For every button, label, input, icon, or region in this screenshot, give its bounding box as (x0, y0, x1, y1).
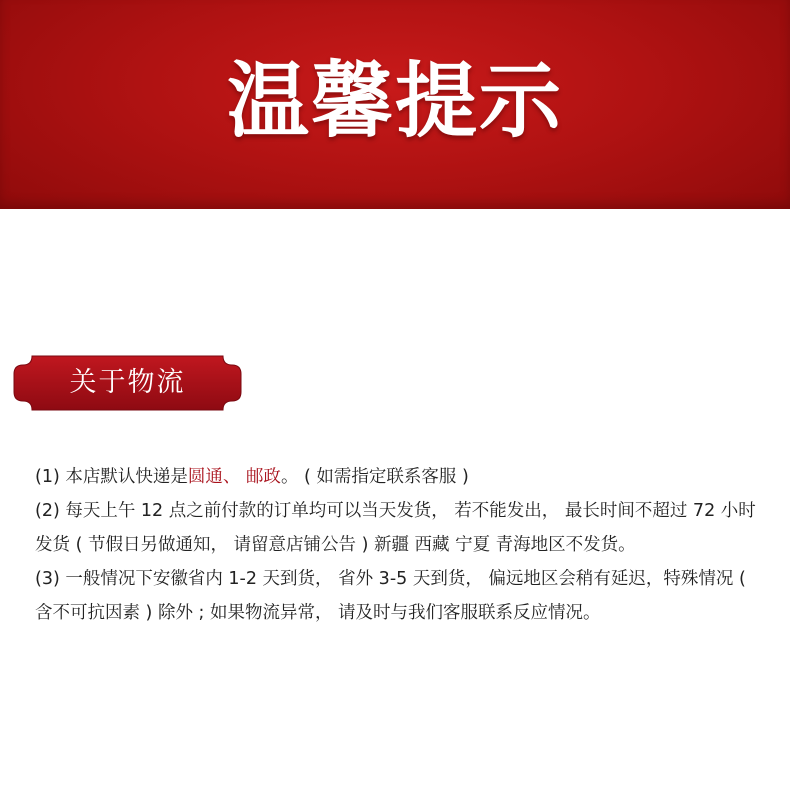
courier-yuantong: 圆通、 (187, 467, 241, 487)
notice-item-1-suffix: 。 ( 如需指定联系客服 ) (280, 467, 469, 487)
notice-item-3: (3) 一般情况下安徽省内 1-2 天到货， 省外 3-5 天到货， 偏远地区会稍有延迟，特殊情况 ( 含不可抗因素 ) 除外 ; 如果物流异常， 请及时与我们客服联系反应情况。 (35, 569, 746, 623)
notice-item-1 (35, 460, 760, 494)
banner-title: 温馨提示 (226, 54, 563, 149)
header-banner (0, 0, 790, 209)
section-title: 关于物流 (69, 367, 186, 398)
logistics-notice (35, 460, 760, 630)
section-tag-logistics (10, 352, 245, 414)
notice-item-2: (2) 每天上午 12 点之前付款的订单均可以当天发货， 若不能发出， 最长时间不超过 72 小时发货 ( 节假日另做通知， 请留意店铺公告 ) 新疆 西藏 宁夏 青海地区不发货。 (35, 501, 756, 555)
notice-item-1-prefix: (1) 本店默认快递是 (35, 467, 188, 487)
courier-youzheng: 邮政 (245, 467, 281, 487)
